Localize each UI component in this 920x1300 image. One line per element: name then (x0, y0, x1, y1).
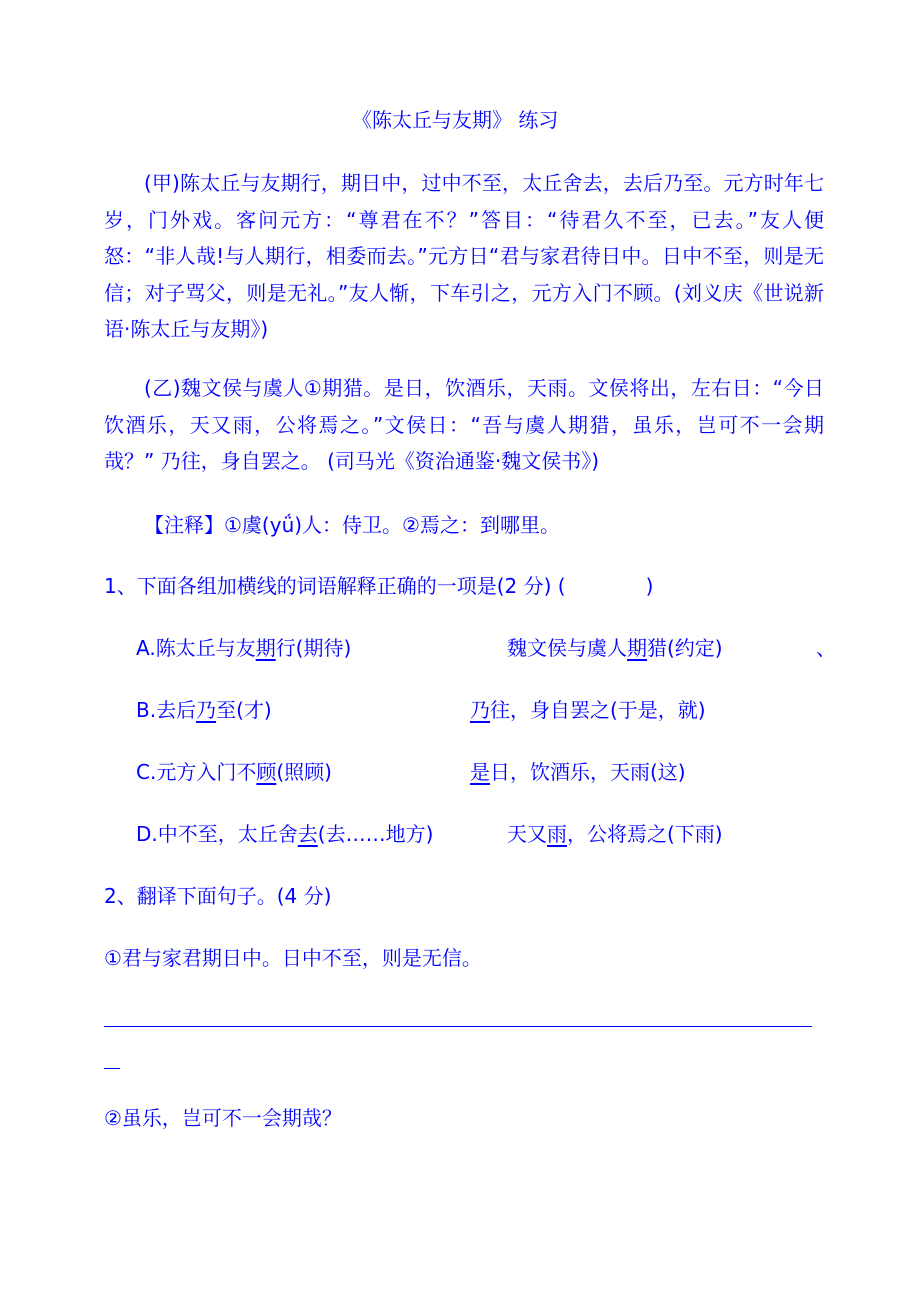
question-2-stem: 2、翻译下面句子。(4 分) (104, 884, 332, 908)
option-a-left-underlined: 期 (255, 636, 276, 660)
option-d-left-post: (去……地方) (317, 822, 434, 846)
option-a-extra-mark: 、 (816, 636, 836, 660)
option-a-right (507, 636, 723, 660)
option-c-left-underlined: 顾 (256, 760, 277, 784)
option-c-left-post: (照顾) (276, 760, 332, 784)
question-2-item-2: ②虽乐，岂可不一会期哉？ (104, 1106, 342, 1130)
option-d-left-underlined: 去 (297, 822, 318, 846)
question-2-item-1: ①君与家君期日中。日中不至，则是无信。 (104, 946, 482, 970)
option-d-right-underlined: 雨 (547, 822, 567, 846)
option-a-right-post: 猎(约定) (647, 636, 723, 660)
option-c-right-post: 日，饮酒乐，天雨(这) (490, 760, 686, 784)
option-c-right (470, 760, 686, 784)
option-d-right-pre: 天又 (507, 822, 547, 846)
option-d-left (136, 822, 433, 846)
option-c-left-pre: C.元方入门不 (136, 760, 257, 784)
page-title: 《陈太丘与友期》 练习 (352, 108, 559, 132)
question-1-stem: 1、下面各组加横线的词语解释正确的一项是(2 分) ( ) (104, 574, 654, 598)
option-b-left-pre: B.去后 (136, 698, 197, 722)
passage-b: (乙)魏文侯与虞人①期猎。是日，饮酒乐，天雨。文侯将出，左右日：“今日饮酒乐，天又雨，公将焉之。”文侯日：“吾与虞人期猎，虽乐，岂可不一会期哉？” 乃往，身自罢之。 (司马光《资治通鉴·魏文侯书》) (104, 376, 824, 473)
option-a-left-pre: A.陈太丘与友 (136, 636, 256, 660)
option-d-right (507, 822, 723, 846)
option-c-left (136, 760, 332, 784)
option-a-right-underlined: 期 (627, 636, 647, 660)
answer-line-1[interactable] (104, 1026, 812, 1027)
option-b-right-underlined: 乃 (470, 698, 490, 722)
option-a-left-post: 行(期待) (275, 636, 352, 660)
option-a-left (136, 636, 351, 660)
option-d-left-pre: D.中不至，太丘舍 (136, 822, 298, 846)
option-d-right-post: ，公将焉之(下雨) (567, 822, 723, 846)
option-b-right (470, 698, 706, 722)
annotation-note: 【注释】①虞(yǘ)人：侍卫。②焉之：到哪里。 (144, 513, 560, 537)
option-b-right-post: 往，身自罢之(于是，就) (490, 698, 706, 722)
option-a-right-pre: 魏文侯与虞人 (507, 636, 627, 660)
answer-line-1-continuation[interactable] (104, 1068, 120, 1069)
option-c-right-underlined: 是 (470, 760, 490, 784)
option-b-left-post: 至(才) (216, 698, 272, 722)
passage-a: (甲)陈太丘与友期行，期日中，过中不至，太丘舍去，去后乃至。元方时年七岁，门外戏。客问元方：“尊君在不？”答目：“待君久不至，已去。”友人便怒：“非人哉!与人期行，相委而去。”元方日“君与家君待日中。日中不至，则是无信；对子骂父，则是无礼。”友人惭，下车引之，元方入门不顾。(刘义庆《世说新语·陈太丘与友期》) (104, 171, 824, 341)
option-b-left (136, 698, 272, 722)
option-b-left-underlined: 乃 (196, 698, 217, 722)
